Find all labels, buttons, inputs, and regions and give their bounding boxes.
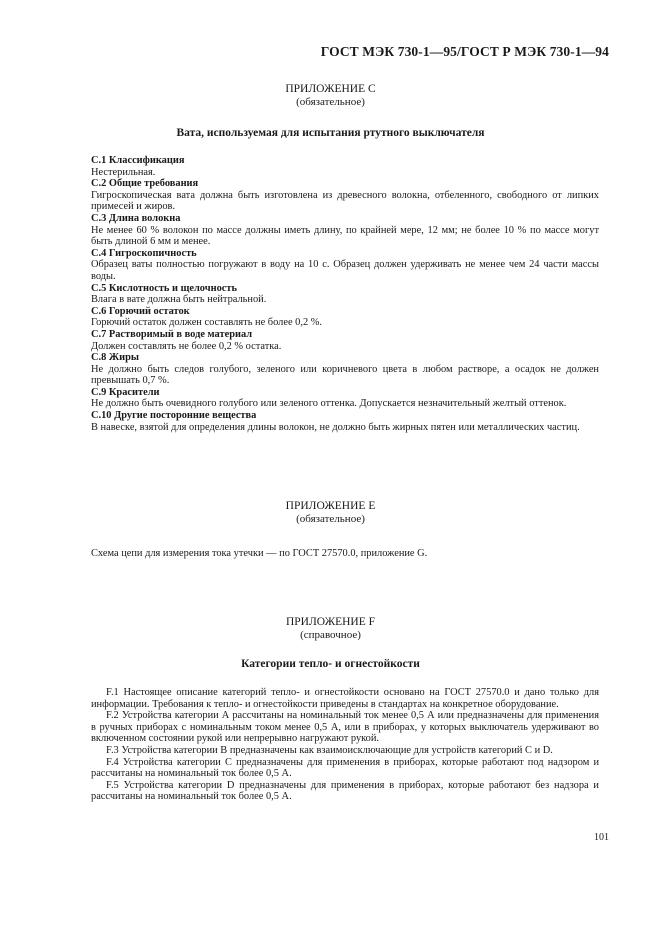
section-c7: [91, 329, 599, 352]
appendix-c-sections: [91, 155, 599, 433]
section-text: Не должно быть очевидного голубого или зеленого оттенка. Допускается незначительный желтый оттенок.: [91, 398, 567, 410]
paragraph-f5: F.5 Устройства категории D предназначены для применения в приборах, которые работают без надзора и рассчитаны на номинальный ток более 0,5 А.: [91, 779, 599, 803]
section-text: Не должно быть следов голубого, зеленого или коричневого цвета в любом растворе, а осадок не должен превышать 0,7 %.: [91, 363, 599, 387]
appendix-e-title: ПРИЛОЖЕНИЕ Е: [285, 500, 376, 512]
paragraph-f3: F.3 Устройства категории В предназначены как взаимоисключающие для устройств категорий С и D.: [106, 744, 553, 756]
section-c1: [91, 155, 599, 178]
section-text: Образец ваты полностью погружают в воду на 10 с. Образец должен удерживать не менее чем 24 части массы воды.: [91, 259, 599, 282]
appendix-e-subtitle: (обязательное): [296, 513, 365, 525]
appendix-f-subtitle: (справочное): [300, 629, 361, 641]
appendix-f-paragraphs: [91, 687, 599, 803]
section-text: Не менее 60 % волокон по массе должны иметь длину, по крайней мере, 12 мм; не более 10 % по массе могут быть длиной 6 мм и менее.: [91, 224, 599, 248]
appendix-c-subtitle: (обязательное): [296, 96, 365, 108]
section-c9: [91, 387, 599, 410]
section-c8: [91, 352, 599, 387]
appendix-c-title: ПРИЛОЖЕНИЕ С: [285, 83, 376, 95]
section-title: С.5 Кислотность и щелочность: [91, 282, 237, 294]
paragraph-f1: F.1 Настоящее описание категорий тепло- и огнестойкости основано на ГОСТ 27570.0 и дано только для информации. Требования к тепло- и огнестойкости приведены в стандартах на конкретное оборудование.: [91, 687, 599, 710]
section-title: С.1 Классификация: [91, 155, 185, 166]
section-title: С.4 Гигроскопичность: [91, 247, 197, 259]
section-c4: [91, 248, 599, 283]
section-c2: [91, 178, 599, 213]
section-title: С.10 Другие посторонние вещества: [91, 410, 257, 422]
section-text: Горючий остаток должен составлять не более 0,2 %.: [91, 317, 322, 329]
section-title: С.2 Общие требования: [91, 178, 199, 190]
section-c10: [91, 410, 599, 433]
document-header: ГОСТ МЭК 730-1—95/ГОСТ Р МЭК 730-1—94: [320, 44, 609, 59]
section-title: С.7 Растворимый в воде материал: [91, 328, 253, 340]
section-text: Гигроскопическая вата должна быть изготовлена из древесного волокна, отбеленного, свободного от липких примесей и жиров.: [91, 189, 599, 213]
section-text: Должен составлять не более 0,2 % остатка.: [91, 340, 282, 352]
paragraph-f2: F.2 Устройства категории А рассчитаны на номинальный ток менее 0,5 А или предназначены для применения в ручных приборах с номинальным током менее 0,5 А, или в приборах, у которых выключатель удерживают во включенном состоянии рукой или непрерывно нагружают рукой.: [91, 710, 599, 745]
section-text: Влага в вате должна быть нейтральной.: [91, 294, 267, 306]
section-c6: [91, 306, 599, 329]
appendix-e-text: Схема цепи для измерения тока утечки — по ГОСТ 27570.0, приложение G.: [91, 548, 428, 559]
section-text: В навеске, взятой для определения длины волокон, не должно быть жирных пятен или металлических частиц.: [91, 421, 580, 433]
section-title: С.8 Жиры: [91, 352, 140, 364]
appendix-f-heading: Категории тепло- и огнестойкости: [241, 658, 420, 670]
appendix-c-heading: Вата, используемая для испытания ртутного выключателя: [176, 127, 485, 139]
section-title: С.3 Длина волокна: [91, 212, 181, 224]
appendix-f-title: ПРИЛОЖЕНИЕ F: [285, 616, 376, 628]
paragraph-f4: F.4 Устройства категории С предназначены для применения в приборах, которые работают под надзором и рассчитаны на номинальный ток более 0,5 А.: [91, 756, 599, 780]
section-c5: [91, 283, 599, 306]
section-c3: [91, 213, 599, 248]
section-text: Нестерильная.: [91, 166, 156, 178]
section-title: С.6 Горючий остаток: [91, 305, 190, 317]
page-number: 101: [594, 832, 609, 843]
section-title: С.9 Красители: [91, 386, 160, 398]
